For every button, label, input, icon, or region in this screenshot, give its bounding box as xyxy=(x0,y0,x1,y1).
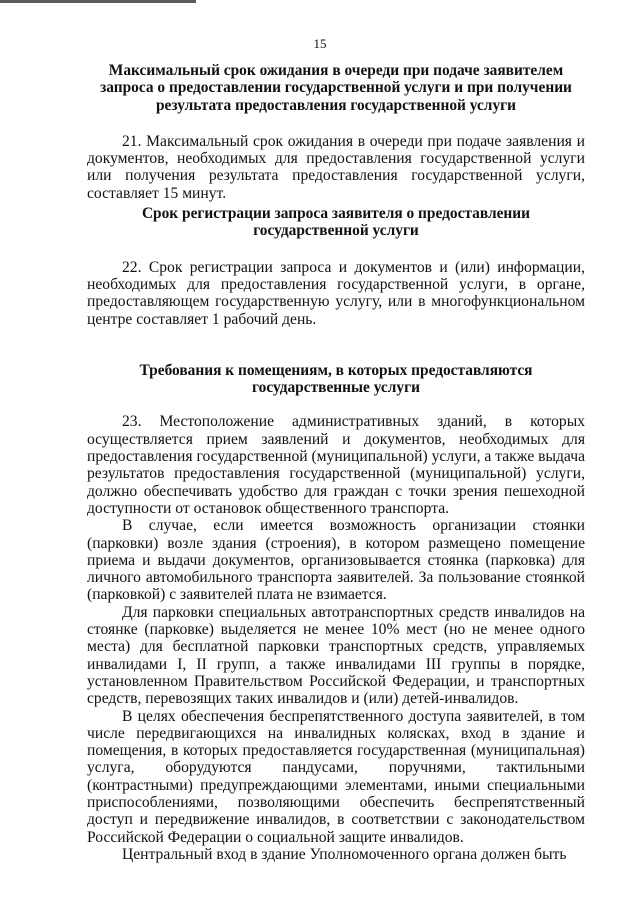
section-heading-queue-time: Максимальный срок ожидания в очереди при подаче заявителем запроса о предоставлении государственной услуги и при получении результата предоставления государственной услуги xyxy=(100,62,572,114)
section-heading-registration: Срок регистрации запроса заявителя о предоставлении государственной услуги xyxy=(141,205,531,240)
scan-edge-mark xyxy=(0,0,196,3)
document-body xyxy=(87,62,585,863)
paragraph-22: 22. Срок регистрации запроса и документов и (или) информации, необходимых для предоставления государственной услуги, в органе, предоставляющем государственную услугу, или в многофункциональном центре составляет 1 рабочий день. xyxy=(87,258,585,328)
paragraph-central-entrance: Центральный вход в здание Уполномоченного органа должен быть xyxy=(122,845,567,863)
paragraph-disabled-parking: Для парковки специальных автотранспортных средств инвалидов на стоянке (парковке) выделяется не менее 10% мест (но не менее одного места) для бесплатной парковки транспортных средств, управляемых инвалидами I, II групп, а также инвалидами III группы в порядке, установленном Правительством Российской Федерации, и транспортных средств, перевозящих таких инвалидов и (или) детей-инвалидов. xyxy=(87,603,585,708)
paragraph-accessibility: В целях обеспечения беспрепятственного доступа заявителей, в том числе передвигающихся на инвалидных колясках, вход в здание и помещения, в которых предоставляется государственная (муниципальная) услуга, оборудуются пандусами, поручнями, тактильными (контрастными) предупреждающими элементами, иными специальными приспособлениями, позволяющими обеспечить беспрепятственный доступ и передвижение инвалидов, в соответствии с законодательством Российской Федерации о социальной защите инвалидов. xyxy=(87,707,585,846)
page-number: 15 xyxy=(313,36,327,51)
section-heading-premises: Требования к помещениям, в которых предоставляются государственные услуги xyxy=(139,361,533,397)
paragraph-21: 21. Максимальный срок ожидания в очереди при подаче заявления и документов, необходимых для предоставления государственной услуги или получения результата предоставления государственной услуги, составляет 15 минут. xyxy=(87,132,585,202)
paragraph-23: 23. Местоположение административных зданий, в которых осуществляется прием заявлений и документов, необходимых для предоставления государственной (муниципальной) услуги, а также выдача результатов предоставления государственной (муниципальной) услуги, должно обеспечивать удобство для граждан с точки зрения пешеходной доступности от остановок общественного транспорта. xyxy=(87,413,585,517)
paragraph-parking: В случае, если имеется возможность организации стоянки (парковки) возле здания (строения), в котором размещено помещение приема и выдачи документов, организовывается стоянка (парковка) для личного автомобильного транспорта заявителей. За пользование стоянкой (парковкой) с заявителей плата не взимается. xyxy=(87,517,585,604)
